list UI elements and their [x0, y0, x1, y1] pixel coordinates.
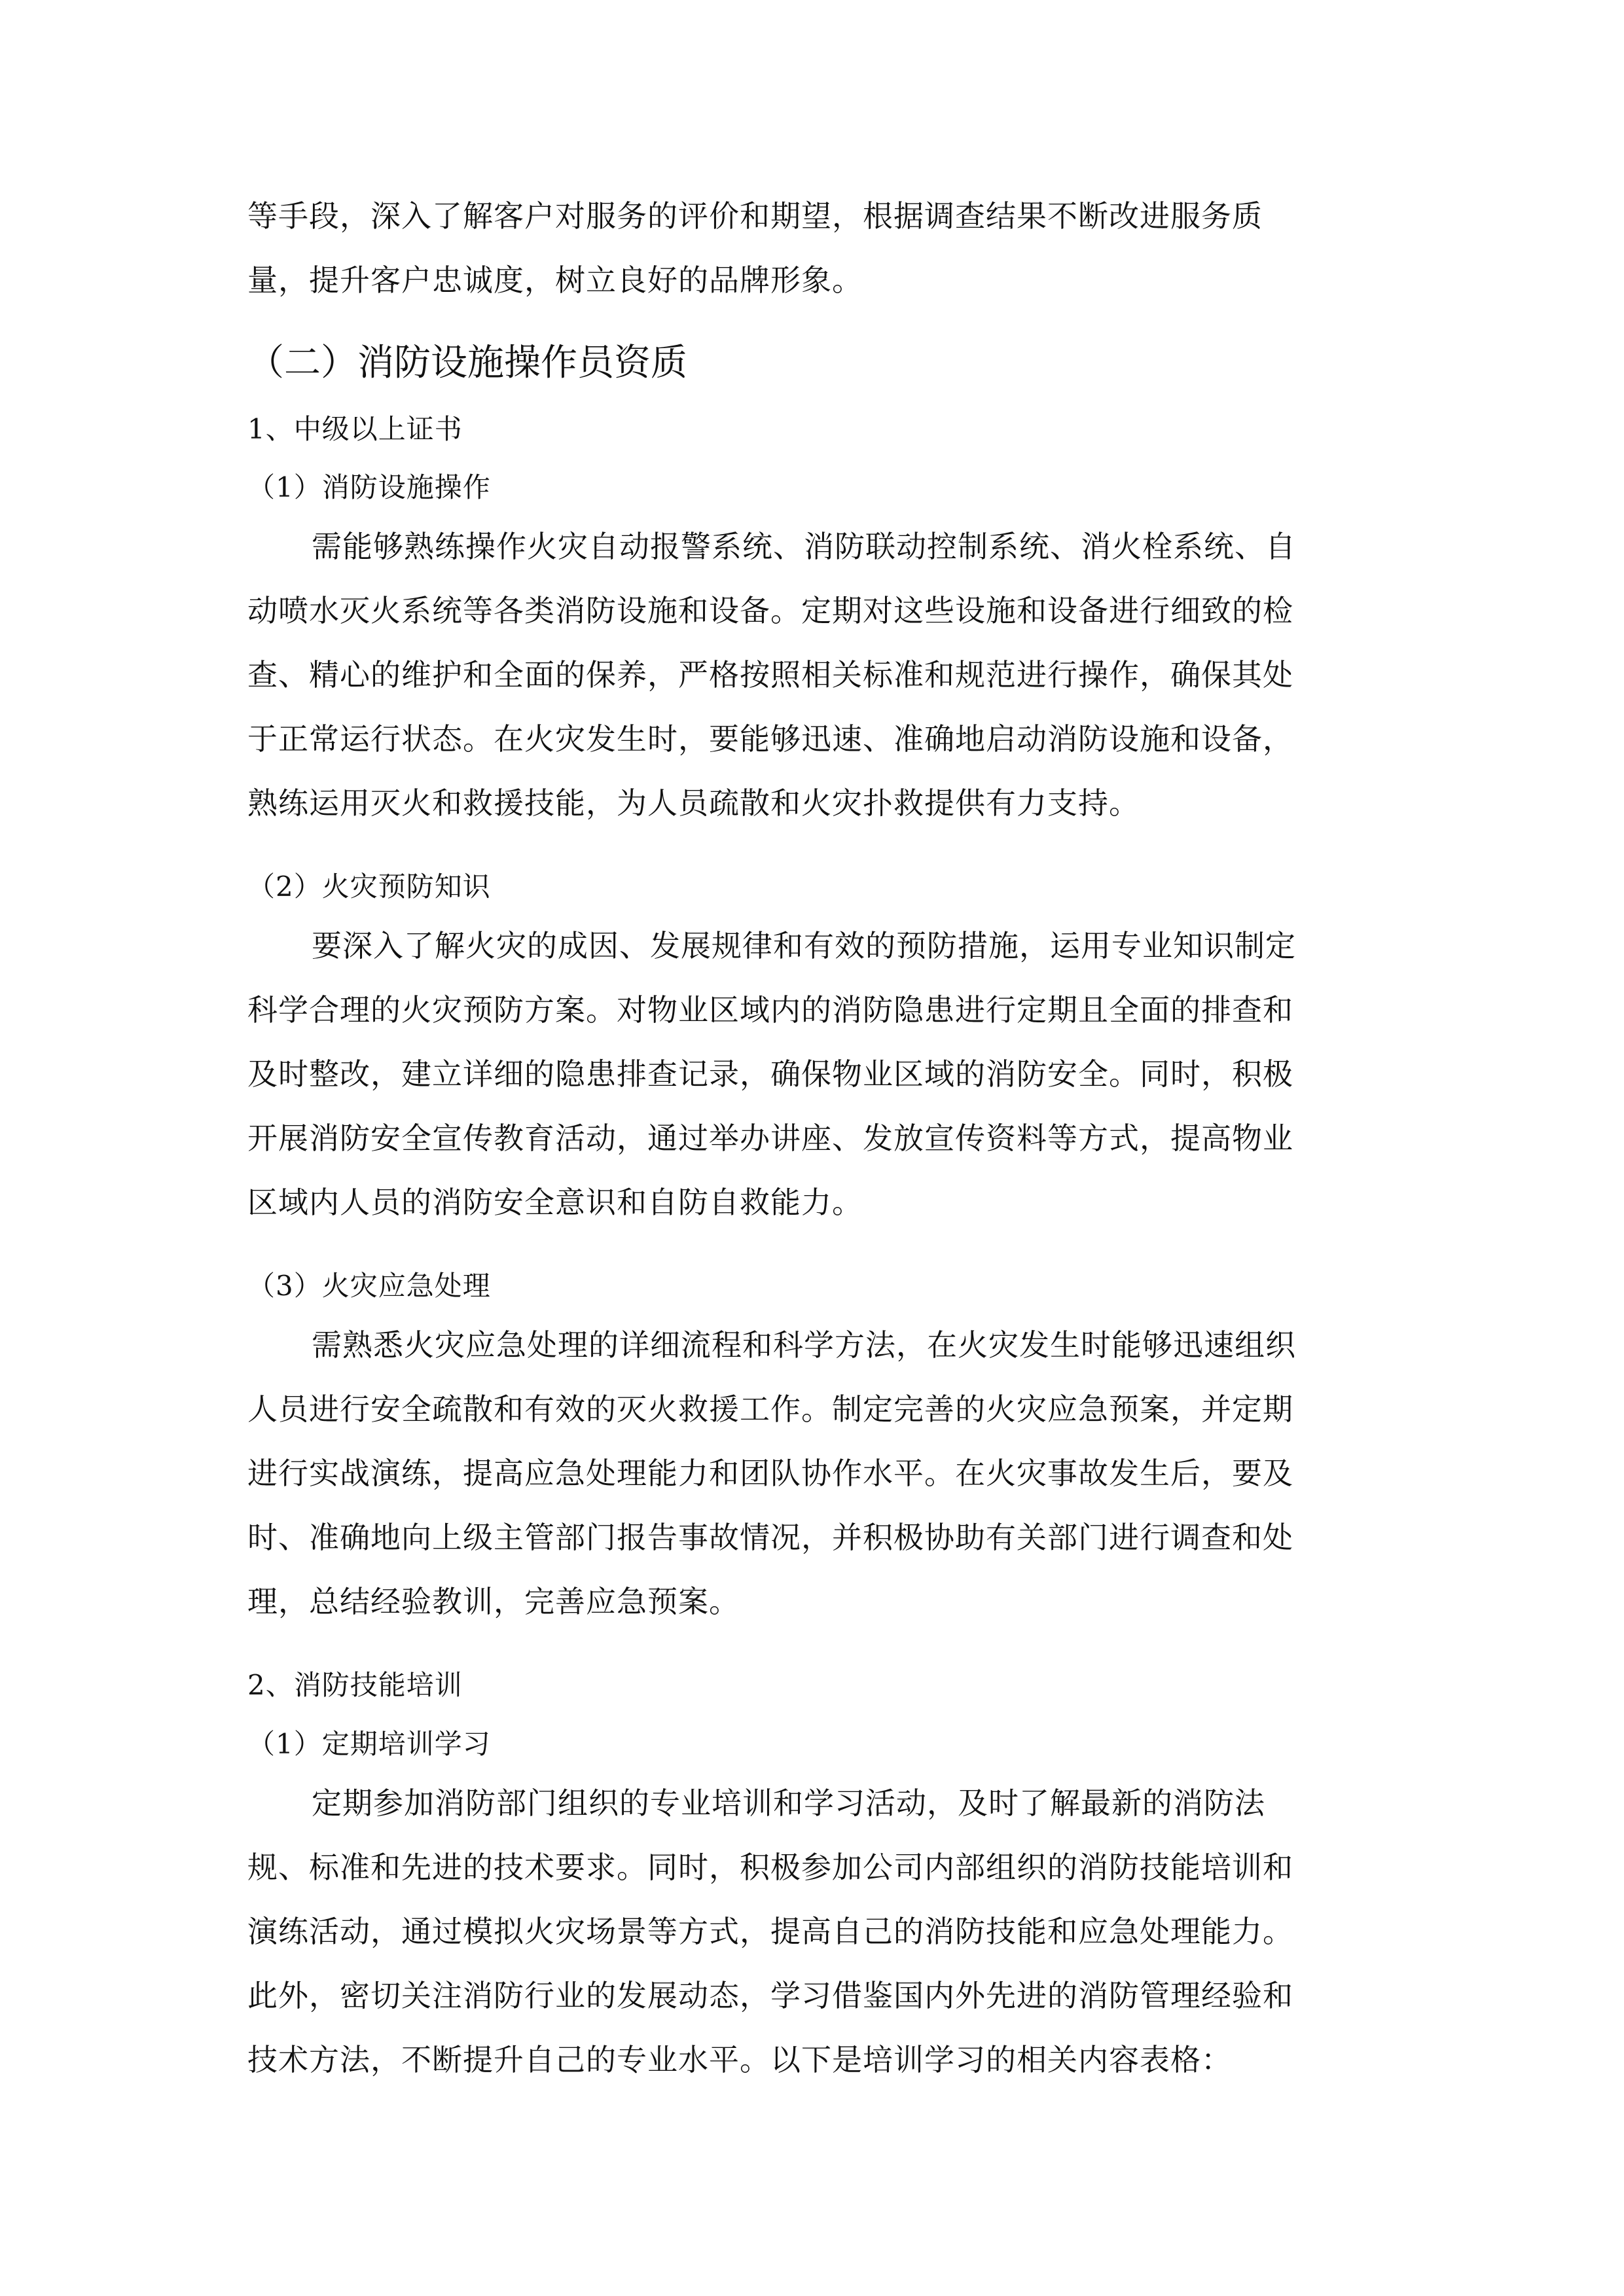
- heading-2: 2、消防技能培训: [247, 1669, 463, 1701]
- paragraph-line: 理，总结经验教训，完善应急预案。: [247, 1584, 740, 1619]
- subheading-2-1: （1）定期培训学习: [247, 1728, 491, 1760]
- paragraph-line: 于正常运行状态。在火灾发生时，要能够迅速、准确地启动消防设施和设备，: [247, 721, 1293, 757]
- paragraph-line: 时、准确地向上级主管部门报告事故情况，并积极协助有关部门进行调查和处: [247, 1520, 1293, 1555]
- subheading-1-1: （1）消防设施操作: [247, 471, 491, 503]
- paragraph-line: 量，提升客户忠诚度，树立良好的品牌形象。: [247, 262, 863, 298]
- section-title: （二）消防设施操作员资质: [247, 342, 687, 384]
- paragraph-line: 需能够熟练操作火灾自动报警系统、消防联动控制系统、消火栓系统、自: [312, 529, 1296, 564]
- paragraph-line: 及时整改，建立详细的隐患排查记录，确保物业区域的消防安全。同时，积极: [247, 1056, 1293, 1092]
- subheading-1-3: （3）火灾应急处理: [247, 1270, 491, 1302]
- paragraph-line: 熟练运用灭火和救援技能，为人员疏散和火灾扑救提供有力支持。: [247, 785, 1140, 821]
- paragraph-line: 定期参加消防部门组织的专业培训和学习活动，及时了解最新的消防法: [312, 1785, 1265, 1821]
- paragraph-line: 此外，密切关注消防行业的发展动态，学习借鉴国内外先进的消防管理经验和: [247, 1978, 1293, 2013]
- paragraph-line: 等手段，深入了解客户对服务的评价和期望，根据调查结果不断改进服务质: [247, 198, 1263, 234]
- paragraph-line: 区域内人员的消防安全意识和自防自救能力。: [247, 1185, 863, 1220]
- paragraph-line: 查、精心的维护和全面的保养，严格按照相关标准和规范进行操作，确保其处: [247, 657, 1293, 692]
- paragraph-line: 动喷水灭火系统等各类消防设施和设备。定期对这些设施和设备进行细致的检: [247, 593, 1293, 628]
- paragraph-line: 技术方法，不断提升自己的专业水平。以下是培训学习的相关内容表格：: [247, 2042, 1232, 2077]
- paragraph-line: 要深入了解火灾的成因、发展规律和有效的预防措施，运用专业知识制定: [312, 928, 1296, 963]
- heading-1: 1、中级以上证书: [247, 413, 463, 445]
- paragraph-line: 演练活动，通过模拟火灾场景等方式，提高自己的消防技能和应急处理能力。: [247, 1914, 1293, 1949]
- paragraph-line: 科学合理的火灾预防方案。对物业区域内的消防隐患进行定期且全面的排查和: [247, 992, 1293, 1028]
- paragraph-line: 需熟悉火灾应急处理的详细流程和科学方法，在火灾发生时能够迅速组织: [312, 1327, 1296, 1363]
- paragraph-line: 人员进行安全疏散和有效的灭火救援工作。制定完善的火灾应急预案，并定期: [247, 1391, 1293, 1427]
- paragraph-line: 开展消防安全宣传教育活动，通过举办讲座、发放宣传资料等方式，提高物业: [247, 1121, 1293, 1156]
- subheading-1-2: （2）火灾预防知识: [247, 870, 491, 903]
- paragraph-line: 规、标准和先进的技术要求。同时，积极参加公司内部组织的消防技能培训和: [247, 1850, 1293, 1885]
- paragraph-line: 进行实战演练，提高应急处理能力和团队协作水平。在火灾事故发生后，要及: [247, 1456, 1293, 1491]
